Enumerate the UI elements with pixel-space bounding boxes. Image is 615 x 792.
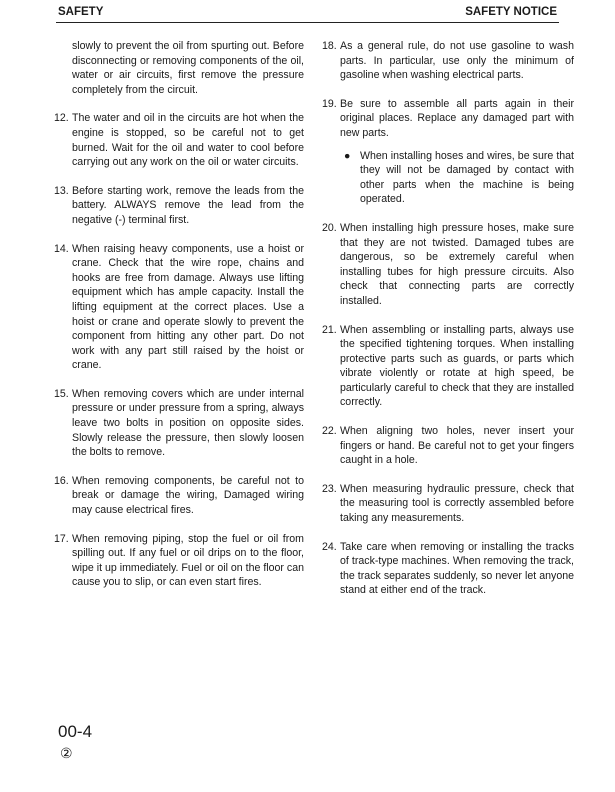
item-text: When aligning two holes, never insert your fingers or hand. Be careful not to get your fingers caught in a hole. <box>340 425 574 467</box>
item-text: When raising heavy components, use a hoist or crane. Check that the wire rope, chains and hooks are free from damage. Always use lifting equipment which has ample capacity. Install the lifting equipment at the correct places. Use a hoist or crane and operate slowly to prevent the component from hitting any other part. Do not work with any part still raised by the hoist or crane. <box>72 242 304 372</box>
item-number: 14. <box>54 242 69 255</box>
item-text: As a general rule, do not use gasoline to wash parts. In particular, use only the minimum of gasoline when washing electrical parts. <box>340 40 574 82</box>
item-text: When measuring hydraulic pressure, check that the measuring tool is correctly assembled before taking any measurements. <box>340 482 574 525</box>
item-text: Before starting work, remove the leads from the battery. ALWAYS remove the lead from the negative (-) terminal first. <box>72 184 304 226</box>
list-item <box>322 323 574 411</box>
header-rule <box>56 22 559 23</box>
item-number: 17. <box>54 532 69 545</box>
right-column <box>322 39 574 612</box>
item-number: 22. <box>322 425 337 438</box>
list-item <box>54 474 304 518</box>
item-text: When removing piping, stop the fuel or oil from spilling out. If any fuel or oil drips on to the floor, wipe it up immediately. Fuel or oil on the floor can cause you to slip, or can even start fires. <box>72 532 304 589</box>
bullet-text: When installing hoses and wires, be sure that they will not be damaged by contact with other parts when the machine is being operated. <box>360 149 574 206</box>
item-text: Take care when removing or installing the tracks of track-type machines. When removing the track, the track separates suddenly, so never let anyone stand at either end of the track. <box>340 540 574 597</box>
item-text: The water and oil in the circuits are hot when the engine is stopped, so be careful not to get burned. Wait for the oil and water to cool before carrying out any work on the oil or water circuits. <box>72 112 304 169</box>
revision-mark: ② <box>60 745 73 761</box>
list-item <box>322 540 574 598</box>
item-text: When installing high pressure hoses, make sure that they are not twisted. Damaged tubes are dangerous, so be extremely careful when installing tubes for high pressure circuits. Also check that connecting parts are correctly installed. <box>340 221 574 307</box>
bullet-icon: ● <box>344 149 351 162</box>
item-number: 18. <box>322 40 337 52</box>
list-item <box>322 424 574 468</box>
item-number: 24. <box>322 540 337 553</box>
item-number: 21. <box>322 323 337 336</box>
left-column <box>54 39 304 604</box>
continuation-paragraph: slowly to prevent the oil from spurting out. Before disconnecting or removing components of the oil, water or air circuits, first remove the pressure completely from the circuit. <box>72 40 304 96</box>
item-text: When removing covers which are under internal pressure or under pressure from a spring, always leave two bolts in position on opposite sides. Slowly release the pressure, then slowly loosen the bolts to remove. <box>72 387 304 459</box>
section-header-right: SAFETY NOTICE <box>465 6 557 18</box>
item-number: 13. <box>54 184 69 197</box>
list-item <box>322 39 574 83</box>
item-text: When assembling or installing parts, always use the specified tightening torques. When installing protective parts such as guards, or parts which vibrate violently or rotate at high speed, be particularly careful to check that they are installed correctly. <box>340 323 574 409</box>
list-item <box>322 97 574 141</box>
list-item <box>54 184 304 228</box>
item-text: Be sure to assemble all parts again in their original places. Replace any damaged part with new parts. <box>340 97 574 139</box>
list-item <box>54 387 304 460</box>
section-header-left: SAFETY <box>58 6 104 18</box>
list-item <box>54 532 304 590</box>
item-number: 20. <box>322 221 337 234</box>
list-item <box>322 482 574 526</box>
list-item <box>54 242 304 373</box>
page-number: 00-4 <box>58 722 93 741</box>
item-number: 16. <box>54 474 69 487</box>
item-text: When removing components, be careful not to break or damage the wiring, Damaged wiring may cause electrical fires. <box>72 474 304 517</box>
item-number: 15. <box>54 387 69 400</box>
list-item <box>322 221 574 309</box>
item-number: 23. <box>322 482 337 495</box>
item-number: 12. <box>54 112 69 125</box>
bullet-note <box>344 149 574 207</box>
item-number: 19. <box>322 97 337 110</box>
list-item <box>54 111 304 169</box>
